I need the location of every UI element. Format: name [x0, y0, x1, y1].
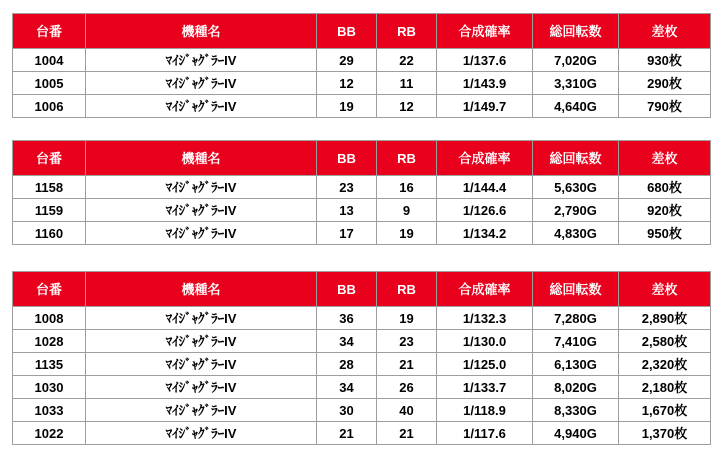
cell-total-spins: 3,310G: [533, 72, 619, 95]
cell-total-spins: 7,020G: [533, 49, 619, 72]
cell-combined-rate: 1/137.6: [437, 49, 533, 72]
cell-combined-rate: 1/132.3: [437, 307, 533, 330]
cell-bb: 12: [317, 72, 377, 95]
table-row: [13, 353, 711, 376]
cell-combined-rate: 1/143.9: [437, 72, 533, 95]
table-spacer: [12, 118, 710, 140]
cell-machine-no: 1033: [13, 399, 86, 422]
slot-data-tables: [12, 13, 710, 445]
cell-difference: 680枚: [619, 176, 711, 199]
cell-model: ﾏｲｼﾞｬｸﾞﾗｰIV: [86, 222, 317, 245]
cell-bb: 13: [317, 199, 377, 222]
cell-total-spins: 4,830G: [533, 222, 619, 245]
cell-bb: 34: [317, 330, 377, 353]
cell-rb: 40: [377, 399, 437, 422]
cell-model: ﾏｲｼﾞｬｸﾞﾗｰIV: [86, 353, 317, 376]
header-combined-rate: 合成確率: [437, 141, 533, 176]
cell-total-spins: 6,130G: [533, 353, 619, 376]
cell-machine-no: 1158: [13, 176, 86, 199]
cell-difference: 2,180枚: [619, 376, 711, 399]
cell-bb: 19: [317, 95, 377, 118]
cell-difference: 950枚: [619, 222, 711, 245]
cell-model: ﾏｲｼﾞｬｸﾞﾗｰIV: [86, 330, 317, 353]
cell-total-spins: 5,630G: [533, 176, 619, 199]
cell-machine-no: 1006: [13, 95, 86, 118]
header-rb: RB: [377, 14, 437, 49]
cell-combined-rate: 1/149.7: [437, 95, 533, 118]
cell-bb: 34: [317, 376, 377, 399]
cell-rb: 19: [377, 222, 437, 245]
table-row: [13, 222, 711, 245]
cell-bb: 29: [317, 49, 377, 72]
cell-machine-no: 1004: [13, 49, 86, 72]
cell-difference: 1,370枚: [619, 422, 711, 445]
header-difference: 差枚: [619, 14, 711, 49]
cell-machine-no: 1030: [13, 376, 86, 399]
header-model: 機種名: [86, 141, 317, 176]
cell-rb: 19: [377, 307, 437, 330]
header-model: 機種名: [86, 272, 317, 307]
cell-model: ﾏｲｼﾞｬｸﾞﾗｰIV: [86, 95, 317, 118]
cell-model: ﾏｲｼﾞｬｸﾞﾗｰIV: [86, 72, 317, 95]
cell-model: ﾏｲｼﾞｬｸﾞﾗｰIV: [86, 422, 317, 445]
cell-model: ﾏｲｼﾞｬｸﾞﾗｰIV: [86, 176, 317, 199]
header-combined-rate: 合成確率: [437, 14, 533, 49]
cell-rb: 16: [377, 176, 437, 199]
cell-rb: 21: [377, 422, 437, 445]
header-rb: RB: [377, 272, 437, 307]
cell-total-spins: 4,640G: [533, 95, 619, 118]
cell-model: ﾏｲｼﾞｬｸﾞﾗｰIV: [86, 199, 317, 222]
cell-combined-rate: 1/125.0: [437, 353, 533, 376]
cell-machine-no: 1008: [13, 307, 86, 330]
cell-machine-no: 1135: [13, 353, 86, 376]
table-row: [13, 49, 711, 72]
cell-machine-no: 1160: [13, 222, 86, 245]
slot-table: [12, 271, 711, 445]
cell-total-spins: 8,020G: [533, 376, 619, 399]
header-model: 機種名: [86, 14, 317, 49]
cell-difference: 920枚: [619, 199, 711, 222]
header-total-spins: 総回転数: [533, 141, 619, 176]
slot-table: [12, 13, 711, 118]
cell-difference: 2,320枚: [619, 353, 711, 376]
cell-machine-no: 1022: [13, 422, 86, 445]
cell-combined-rate: 1/133.7: [437, 376, 533, 399]
cell-machine-no: 1028: [13, 330, 86, 353]
cell-model: ﾏｲｼﾞｬｸﾞﾗｰIV: [86, 399, 317, 422]
cell-combined-rate: 1/130.0: [437, 330, 533, 353]
header-bb: BB: [317, 14, 377, 49]
table-header-row: [13, 272, 711, 307]
cell-rb: 9: [377, 199, 437, 222]
header-machine-no: 台番: [13, 14, 86, 49]
table-row: [13, 399, 711, 422]
cell-rb: 23: [377, 330, 437, 353]
header-bb: BB: [317, 141, 377, 176]
cell-bb: 17: [317, 222, 377, 245]
cell-model: ﾏｲｼﾞｬｸﾞﾗｰIV: [86, 376, 317, 399]
header-rb: RB: [377, 141, 437, 176]
table-row: [13, 176, 711, 199]
cell-bb: 28: [317, 353, 377, 376]
cell-rb: 26: [377, 376, 437, 399]
slot-table: [12, 140, 711, 245]
cell-total-spins: 8,330G: [533, 399, 619, 422]
table-row: [13, 422, 711, 445]
cell-total-spins: 7,280G: [533, 307, 619, 330]
table-spacer: [12, 245, 710, 271]
cell-combined-rate: 1/144.4: [437, 176, 533, 199]
table-header-row: [13, 14, 711, 49]
header-total-spins: 総回転数: [533, 272, 619, 307]
table-row: [13, 307, 711, 330]
cell-rb: 12: [377, 95, 437, 118]
cell-model: ﾏｲｼﾞｬｸﾞﾗｰIV: [86, 307, 317, 330]
table-row: [13, 72, 711, 95]
cell-machine-no: 1159: [13, 199, 86, 222]
table-header-row: [13, 141, 711, 176]
cell-model: ﾏｲｼﾞｬｸﾞﾗｰIV: [86, 49, 317, 72]
cell-bb: 30: [317, 399, 377, 422]
cell-difference: 2,890枚: [619, 307, 711, 330]
cell-difference: 290枚: [619, 72, 711, 95]
header-machine-no: 台番: [13, 272, 86, 307]
cell-rb: 11: [377, 72, 437, 95]
header-combined-rate: 合成確率: [437, 272, 533, 307]
cell-difference: 1,670枚: [619, 399, 711, 422]
cell-bb: 36: [317, 307, 377, 330]
table-row: [13, 376, 711, 399]
cell-combined-rate: 1/126.6: [437, 199, 533, 222]
table-row: [13, 95, 711, 118]
header-total-spins: 総回転数: [533, 14, 619, 49]
cell-rb: 21: [377, 353, 437, 376]
header-difference: 差枚: [619, 141, 711, 176]
header-bb: BB: [317, 272, 377, 307]
table-row: [13, 330, 711, 353]
cell-total-spins: 7,410G: [533, 330, 619, 353]
cell-combined-rate: 1/134.2: [437, 222, 533, 245]
cell-total-spins: 4,940G: [533, 422, 619, 445]
cell-bb: 21: [317, 422, 377, 445]
cell-bb: 23: [317, 176, 377, 199]
cell-combined-rate: 1/118.9: [437, 399, 533, 422]
cell-combined-rate: 1/117.6: [437, 422, 533, 445]
cell-machine-no: 1005: [13, 72, 86, 95]
cell-difference: 930枚: [619, 49, 711, 72]
cell-difference: 2,580枚: [619, 330, 711, 353]
cell-total-spins: 2,790G: [533, 199, 619, 222]
header-difference: 差枚: [619, 272, 711, 307]
cell-rb: 22: [377, 49, 437, 72]
header-machine-no: 台番: [13, 141, 86, 176]
table-row: [13, 199, 711, 222]
cell-difference: 790枚: [619, 95, 711, 118]
